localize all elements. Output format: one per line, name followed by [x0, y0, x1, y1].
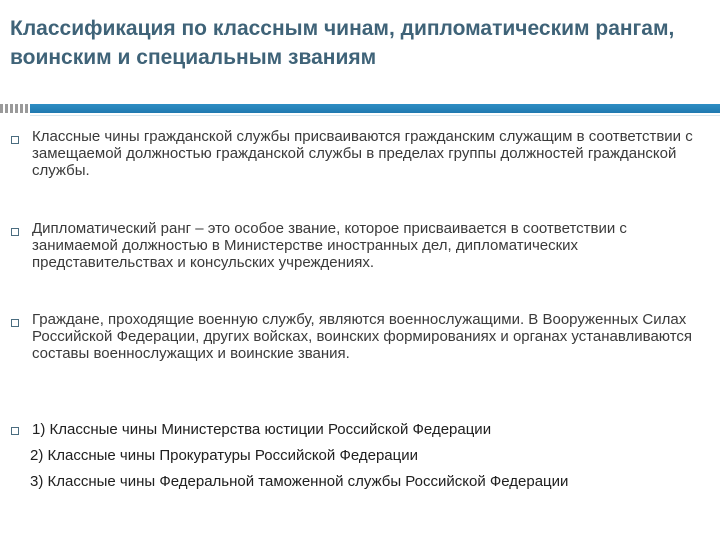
- square-bullet-icon: [11, 319, 19, 327]
- list-item-customs: 3) Классные чины Федеральной таможенной службы Российской Федерации: [30, 473, 569, 490]
- divider-bar: [30, 104, 720, 113]
- bullet-text: Дипломатический ранг – это особое звание, которое присваивается в соответствии с занимаемой должностью в Министерстве иностранных дел, дипломатических представительствах и консульских учреждениях.: [32, 220, 627, 271]
- list-item-prosecutor: 2) Классные чины Прокуратуры Российской Федерации: [30, 447, 418, 464]
- divider-underline: [30, 115, 720, 116]
- list-item-justice: 1) Классные чины Министерства юстиции Российской Федерации: [32, 421, 492, 438]
- divider-dots: [0, 104, 28, 113]
- square-bullet-icon: [11, 136, 19, 144]
- square-bullet-icon: [11, 228, 19, 236]
- bullet-text: Классные чины гражданской службы присваиваются гражданским служащим в соответствии с замещаемой должностью гражданской службы в пределах группы должностей гражданской службы.: [32, 128, 693, 179]
- title-divider: [0, 96, 720, 126]
- bullet-text: Граждане, проходящие военную службу, являются военнослужащими. В Вооруженных Силах Российской Федерации, других войсках, воинских формированиях и органах устанавливаются составы военнослужащих и воинские звания.: [32, 311, 693, 362]
- square-bullet-icon: [11, 427, 19, 435]
- slide-title: Классификация по классным чинам, дипломатическим рангам, воинским и специальным званиям: [10, 17, 675, 69]
